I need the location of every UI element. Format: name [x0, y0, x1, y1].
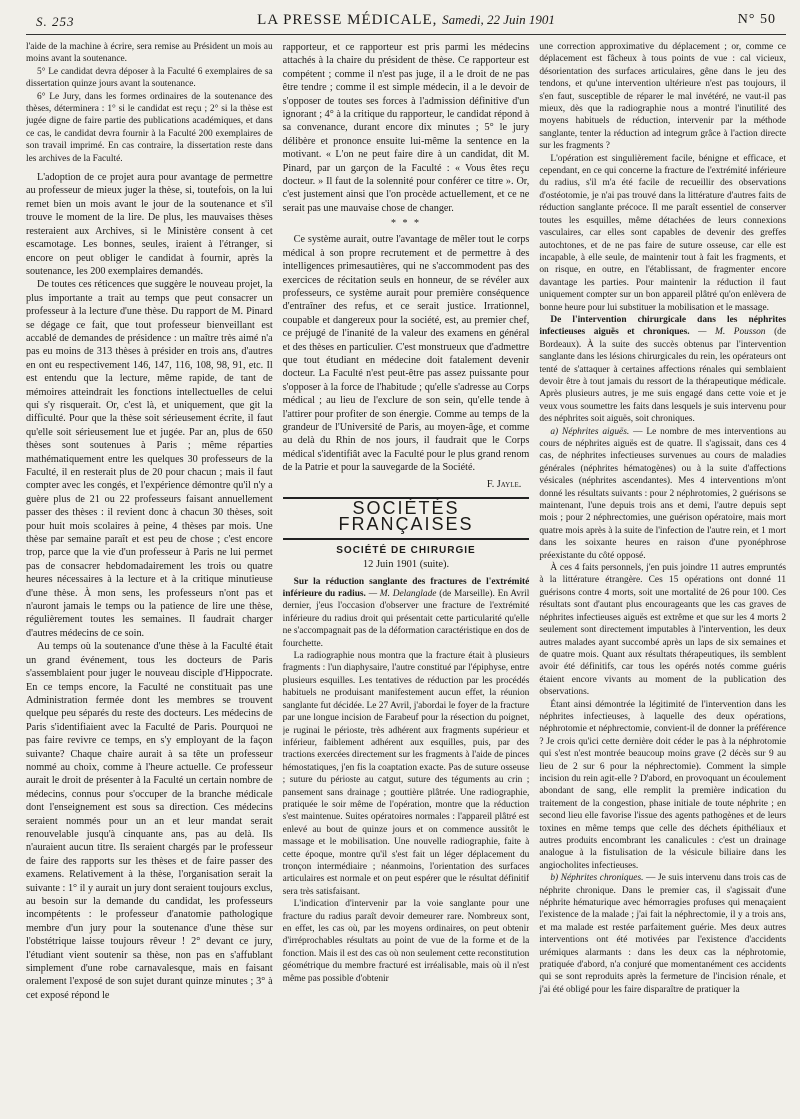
page-number: S. 253: [36, 14, 75, 29]
paragraph: l'aide de la machine à écrire, sera remise au Président un mois au moins avant la soutenance.: [26, 42, 273, 65]
thesis-rules-list: [26, 41, 273, 165]
section-title: SOCIÉTÉS FRANÇAISES: [338, 498, 474, 535]
column-right: [539, 41, 786, 1113]
article-columns: [26, 41, 786, 1113]
paragraph: 5° Le candidat devra déposer à la Faculté 6 exemplaires de sa dissertation quinze jours avant la soutenance.: [26, 66, 273, 90]
paragraph: À ces 4 faits personnels, j'en puis joindre 11 autres empruntés à la littérature étrangère. Ces 15 opérations ont donné 11 guérisons contre 4 morts, soit une mortalité de 26 pour 100. Ces résultats sont d'autant plus encourageants que les cas graves de néphrites infectieuses aiguës est extrême et que sur les 4 morts 2 seulement sont directement imputables à l'intervention, les deux autres malades ayant succombé après un laps de six semaines et de quatre mois. Quant aux résultats thérapeutiques, ils semblent avoir été définitifs, car tous les opérés notés comme guéris étaient encore vivants au moment de la publication des observations.: [539, 563, 787, 698]
column-left: [26, 41, 273, 1113]
journal-masthead: [26, 12, 786, 29]
author-signature: F. Jayle.: [486, 478, 522, 490]
section-separator-stars: * * *: [391, 218, 421, 230]
paragraph: De l'intervention chirurgicale dans les néphrites infectieuses aiguës et chroniques. — M. Pousson (de Bordeaux). À la suite des succès obtenus par l'intervention sanglante dans les lésions chirurgicales du rein, les opérateurs ont tenté de s'attaquer à certaines affections rénales qui semblaient devoir être à tout jamais du ressort de la thérapeutique médicale. Après plusieurs autres, je me suis engagé dans cette voie et je veux vous soumettre les faits dans lesquels je suis intervenu pour des néphrites soit aiguës, soit chroniques.: [539, 314, 787, 425]
paragraph: L'adoption de ce projet aura pour avantage de permettre au professeur de mieux juger la thèse, si, toutefois, on la lui remet bien un mois avant le jour de la soutenance et s'il trouve le moment de la lire. De plus, les mauvaises thèses resteraient aux Archives, si le Ministère consent à cet escamotage. Les bonnes, seules, iraient à l'étranger, si encore on peut obliger le candidat à fournir, après la soutenance, les 200 exemplaires demandés.: [26, 172, 273, 277]
paragraph: une correction approximative du déplacement ; or, comme ce déplacement est fâcheux à tous points de vue : cal vicieux, désorientation des surfaces articulaires, gêne dans le jeu des tendons, et qu'une intervention ultérieure n'est pas toujours, il s'en faut, susceptible de réparer le mal invétéré, ne vaut-il pas mieux, dès que la radiographie nous a montré l'inutilité des moyens habituels de réduction, intervenir par la méthode sanglante, tenter la réduction ad integrum grâce à l'action directe sur les fragments ?: [539, 42, 787, 152]
paragraph: Ce système aurait, outre l'avantage de mêler tout le corps médical à son propre recrutement et de permettre à des intelligences primesautières, qui ne s'accommodent pas des exercices de récitation seuls en honneur, de se révéler aux professeurs, ce système aurait pour première conséquence d'entraîner des refus, et ce serait justice. Irrationnel, coupable et dangereux pour la société, est, au premier chef, ce préjugé de l'inanité de la valeur des examens en général et des thèses en particulier. C'est monstrueux que d'admettre que tout étudiant en médecine doit fatalement devenir docteur. La Faculté n'est peut-être pas assez puissante pour s'opposer à la force de l'habitude ; qu'elle s'adresse au Corps médical ; au lieu de l'exclure de son sein, qu'elle tende à l'attirer pour profiter de son énergie. Comme au temps de la grandeur de l'Université de Paris, au moyen-âge, et comme au delà du Rhin de nos jours, il faudrait que le Corps médical s'identifiât avec la Faculté pour le plus grand renom de la Patrie et pour la sauvegarde de la Société.: [282, 234, 530, 474]
paragraph: De toutes ces réticences que suggère le nouveau projet, la plus importante a trait au temps que peut consacrer un professeur à la lecture d'une thèse. Du rapport de M. Pinard se dégage ce fait, que tout professeur bienveillant est accablé de demandes de présidence : un maître très aimé n'a pas eu moins de 313 thèses à présider en trois ans, d'autres en ont eu respectivement 146, 147, 116, 108, 98, 91, etc. Il est entendu que la lecture, même rapide, de tant de mémoires atteindrait les fonctions intellectuelles de celui qui s'y risquerait. Or, c'est là, et uniquement, que git la difficulté. Pour que la thèse soit sérieusement écrite, il faut qu'elle soit sérieusement lue et jugée. Par an, plus de 650 thèses sont soutenues à Paris ; même réparties mathématiquement entre les quelques 30 professeurs de la Faculté, il en resterait plus de 20 pour chacun ; mais il faut compter avec les congés, et l'expérience démontre qu'il n'y a guère plus de 21 ou 22 professeurs faisant annuellement passer des thèses : il revient donc à chacun 30 thèses, soit pour huit mois scolaires à peine, 4 thèses par mois. Une thèse par semaine paraît et est peu de chose ; c'est encore trop, parce que la vie d'un professeur à Paris ne lui permet pas de consacrer hebdomadairement les trois ou quatre heures nécessaires à la lecture et à la critique minutieuse d'une thèse. À mon sens, les professeurs n'ont pas et n'auront jamais le temps ou la patience de lire une thèse, régulièrement toutes les semaines. Il faudrait charger d'autres médecins de ce soin.: [26, 279, 273, 639]
issue-number: N° 50: [737, 12, 776, 27]
paragraph: rapporteur, et ce rapporteur est pris parmi les médecins attachés à la chaire du président de thèse. Ce rapporteur est compétent ; comme il n'est pas juge, il a le droit de ne pas être tendre ; comme il est simple médecin, il a le devoir de s'opposer de toutes ses forces à l'admission définitive d'un ignorant ; 4° à la critique du rapporteur, le candidat répond à sa convenance, durant encore dix minutes ; 5° le jury délibère et prononce ensuite lui-même la sentence en la motivant. « L'on ne peut faire dire à un candidat, dit M. Pinard, par un garçon de la Faculté : « Vous êtes reçu docteur. » Il faut de la solennité pour conférer ce titre ». Or, c'est justement ainsi que l'on procède actuellement, et ce ne serait pas une mauvaise chose de changer.: [282, 42, 530, 214]
paragraph: L'opération est singulièrement facile, bénigne et efficace, et cependant, en ce qui concerne la fracture de l'extrémité inférieure du radius, s'il m'a été facile de recueillir des observations d'ostéotomie, je n'ai pas trouvé dans la littérature d'autres faits de réduction sanglante précoce. Il me paraît essentiel de conserver toutes les esquilles, même détachées de leurs connexions vasculaires, car elles sont capables de devenir des greffes autochtones, et de ne pas faire de suture osseuse, car elle est incapable, à elle seule, de maintenir tout à fait les fragments, et on risque, en outre, en l'établissant, de fragmenter encore davantage les parties. Pour maintenir la réduction il faut uniquement compter sur un bon appareil plâtré qu'on enlèvera de bonne heure pour lui substituer la mobilisation et le massage.: [539, 153, 787, 313]
paragraph: Au temps où la soutenance d'une thèse à la Faculté était un grand événement, tous les docteurs de Paris s'assemblaient pour juger le nouveau disciple d'Hippocrate. En ce temps encore, la Faculté ne constituait pas une Administration fermée dont les membres se trouvent quelque peu séparés du reste des docteurs. Les médecins de Paris s'identifiaient avec la Faculté de Paris. Pourquoi ne pas faire revivre ce temps, en s'y employant de la façon suivante? Chaque chaire aurait à sa tête un professeur nommé au choix, comme à l'heure actuelle. Ce professeur aurait le droit de présenter à la Faculté un certain nombre de médecins, connus pour s'occuper de la branche médicale dont l'enseignement est sous sa direction. Ces médecins seraient nommés pour un an et leur mandat serait renouvelable jusqu'à cinquante ans, pas au delà. Ils n'auraient aucun titre. Ils seraient chargés par le professeur de faire des rapports sur les thèses et de faire passer des examens. Relativement à la thèse, l'organisation serait la suivante : 1° il y aurait un jury dont seraient toujours exclus, au besoin sur la demande du candidat, les professeurs incompétents : le professeur d'anatomie pathologique membre d'un jury pour la soutenance d'une thèse sur l'obstétrique laisse toujours rêveur ! 2° devant ce jury, l'étudiant vient soutenir sa thèse, non pas en s'affublant simplement d'une robe carnavalesque, mais en faisant oralement l'exposé de son sujet durant quinze minutes ; 3° à cet exposé répond le: [26, 641, 273, 1001]
paragraph: L'indication d'intervenir par la voie sanglante pour une fracture du radius paraît devoir demeurer rare. Nombreux sont, en effet, les cas où, par les moyens ordinaires, on peut obtenir d'irréprochables résultats au point de vue de la forme et de la fonction. Mais il est des cas où non seulement cette reconstitution géométrique du membre fracturé est irréalisable, mais où il n'est même pas possible d'obtenir: [282, 899, 530, 984]
section-heading-box: [283, 497, 530, 540]
column-middle: [283, 41, 530, 1113]
journal-title: LA PRESSE MÉDICALE,: [257, 12, 438, 28]
subsection-label: b) Néphrites chroniques.: [550, 873, 644, 884]
page-header: [26, 0, 786, 35]
paragraph: La radiographie nous montra que la fracture était à plusieurs fragments : l'un diaphysaire, l'autre constitué par l'épiphyse, entre plusieurs esquilles. Les tentatives de réduction par les procédés habituels ne produisant manifestement aucun effet, la réunion sanglante fut décidée. Le 27 Avril, j'abordai le foyer de la fracture par une longue incision de Farabeuf pour la résection du poignet, je ruginai le périoste, très adhérent aux fragments supérieur et inférieur, faiblement adhérent aux esquilles, puis, par des tractions exercées directement sur les fragments à l'aide de pinces hémostatiques, j'en fis la coaptation exacte. Pas de suture osseuse ; suture du périoste au catgut, suture des téguments au crin ; pansement sans drainage ; gouttière plâtrée. Une radiographie, pratiquée le soir même de l'opération, montre que la réduction s'est maintenue. Suites opératoires normales : l'appareil plâtré est enlevé au bout de quinze jours et on commence aussitôt le massage et le mobilisation. Une nouvelle radiographie, faite à cette époque, montre qu'il s'est fait un léger déplacement du tronçon intermédiaire ; néanmoins, l'orientation des surfaces articulaires est normale et on peut espérer que le résultat définitif sera très satisfaisant.: [282, 651, 530, 897]
subsection-label: a) Néphrites aiguës.: [550, 426, 630, 437]
paragraph: b) Néphrites chroniques. — Je suis intervenu dans trois cas de néphrite chronique. Dans le premier cas, il s'agissait d'une néphrite hématurique avec hémorragies profuses qui menaçaient l'existence de la malade ; j'ai fait la néphrectomie, il y a trois ans, et ma malade est restée parfaitement guérie. Mes deux autres interventions ont été motivées par l'existence d'accidents urémiques alarmants : dans les deux cas la néphrotomie, pratiquée d'abord, n'a conjuré que momentanément ces accidents qui se sont reproduits après la fermeture de l'incision rénale, et j'ai été obligé pour les faire disparaître de pratiquer la: [539, 873, 787, 995]
paragraph: a) Néphrites aiguës. — Le nombre de mes interventions au cours de néphrites aiguës est de quatre. Il s'agissait, dans ces 4 cas, de néphrites infectieuses survenues au cours de maladies générales (néphrites hématogènes) ou à la suite d'affections vésicales (néphrites ascendantes). Mes 4 interventions m'ont donné les résultats suivants : pour 2 néphrotomies, 2 guérisons se maintenant, l'une depuis trois ans et demi, l'autre depuis sept mois ; pour 2 néphrectomies, une guérison opératoire, mais mort quatre mois après à la suite de l'infection de l'autre rein, et 1 mort dans les soixante heures en raison d'une pyonéphrose préexistante du côté opposé.: [539, 426, 787, 561]
article-title: De l'intervention chirurgicale dans les néphrites infectieuses aiguës et chroniques.: [539, 314, 787, 338]
paragraph: 6° Le Jury, dans les formes ordinaires de la soutenance des thèses, déterminera : 1° si le candidat est reçu ; 2° si la thèse est jugée digne de faire partie des publications académiques, et dans ce cas, le candidat devra fournir à la Faculté 200 exemplaires de son travail imprimé. En cas contraire, la dissertation reste dans les archives de la Faculté.: [26, 91, 273, 164]
session-date: 12 Juin 1901 (suite).: [362, 559, 450, 571]
article-author: — M. Pousson: [698, 327, 766, 338]
society-name: SOCIÉTÉ DE CHIRURGIE: [336, 544, 476, 556]
issue-date: Samedi, 22 Juin 1901: [442, 12, 555, 27]
article-author: — M. Delanglade: [368, 589, 437, 600]
paragraph: Étant ainsi démontrée la légitimité de l'intervention dans les néphrites infectieuses, à laquelle des deux opérations, néphrotomie et néphrectomie, convient-il de donner la préférence ? Je crois qu'ici cette dernière doit céder le pas à la néphrotomie qui s'est n'est montrée beaucoup moins grave (2 décès sur 9 au lieu de 2 sur 6 pour la néphrectomie). Comment la simple incision du rein agit-elle ? D'abord, en provoquant un écoulement abondant de sang, elle remplit la première indication du traitement de la congestion, phase initiale de toute néphrite ; en second lieu elle favorise l'issue des agents pathogènes et de leurs toxines en même temps que celle des déchets épithéliaux et autres produits encombrant les canalicules : c'est un drainage analogue à la fistulisation de la vésicule biliaire dans les angiocholites infectieuses.: [539, 699, 787, 871]
paragraph: Sur la réduction sanglante des fractures de l'extrémité inférieure du radius. — M. Delanglade (de Marseille). En Avril dernier, j'eus l'occasion d'observer une fracture de l'extrémité inférieure du radius droit qui présentait cette particularité qu'elle ne s'accompagnait pas de la déformation caractéristique en dos de fourchette.: [282, 576, 530, 649]
article-title: Sur la réduction sanglante des fractures de l'extrémité inférieure du radius.: [282, 576, 530, 600]
